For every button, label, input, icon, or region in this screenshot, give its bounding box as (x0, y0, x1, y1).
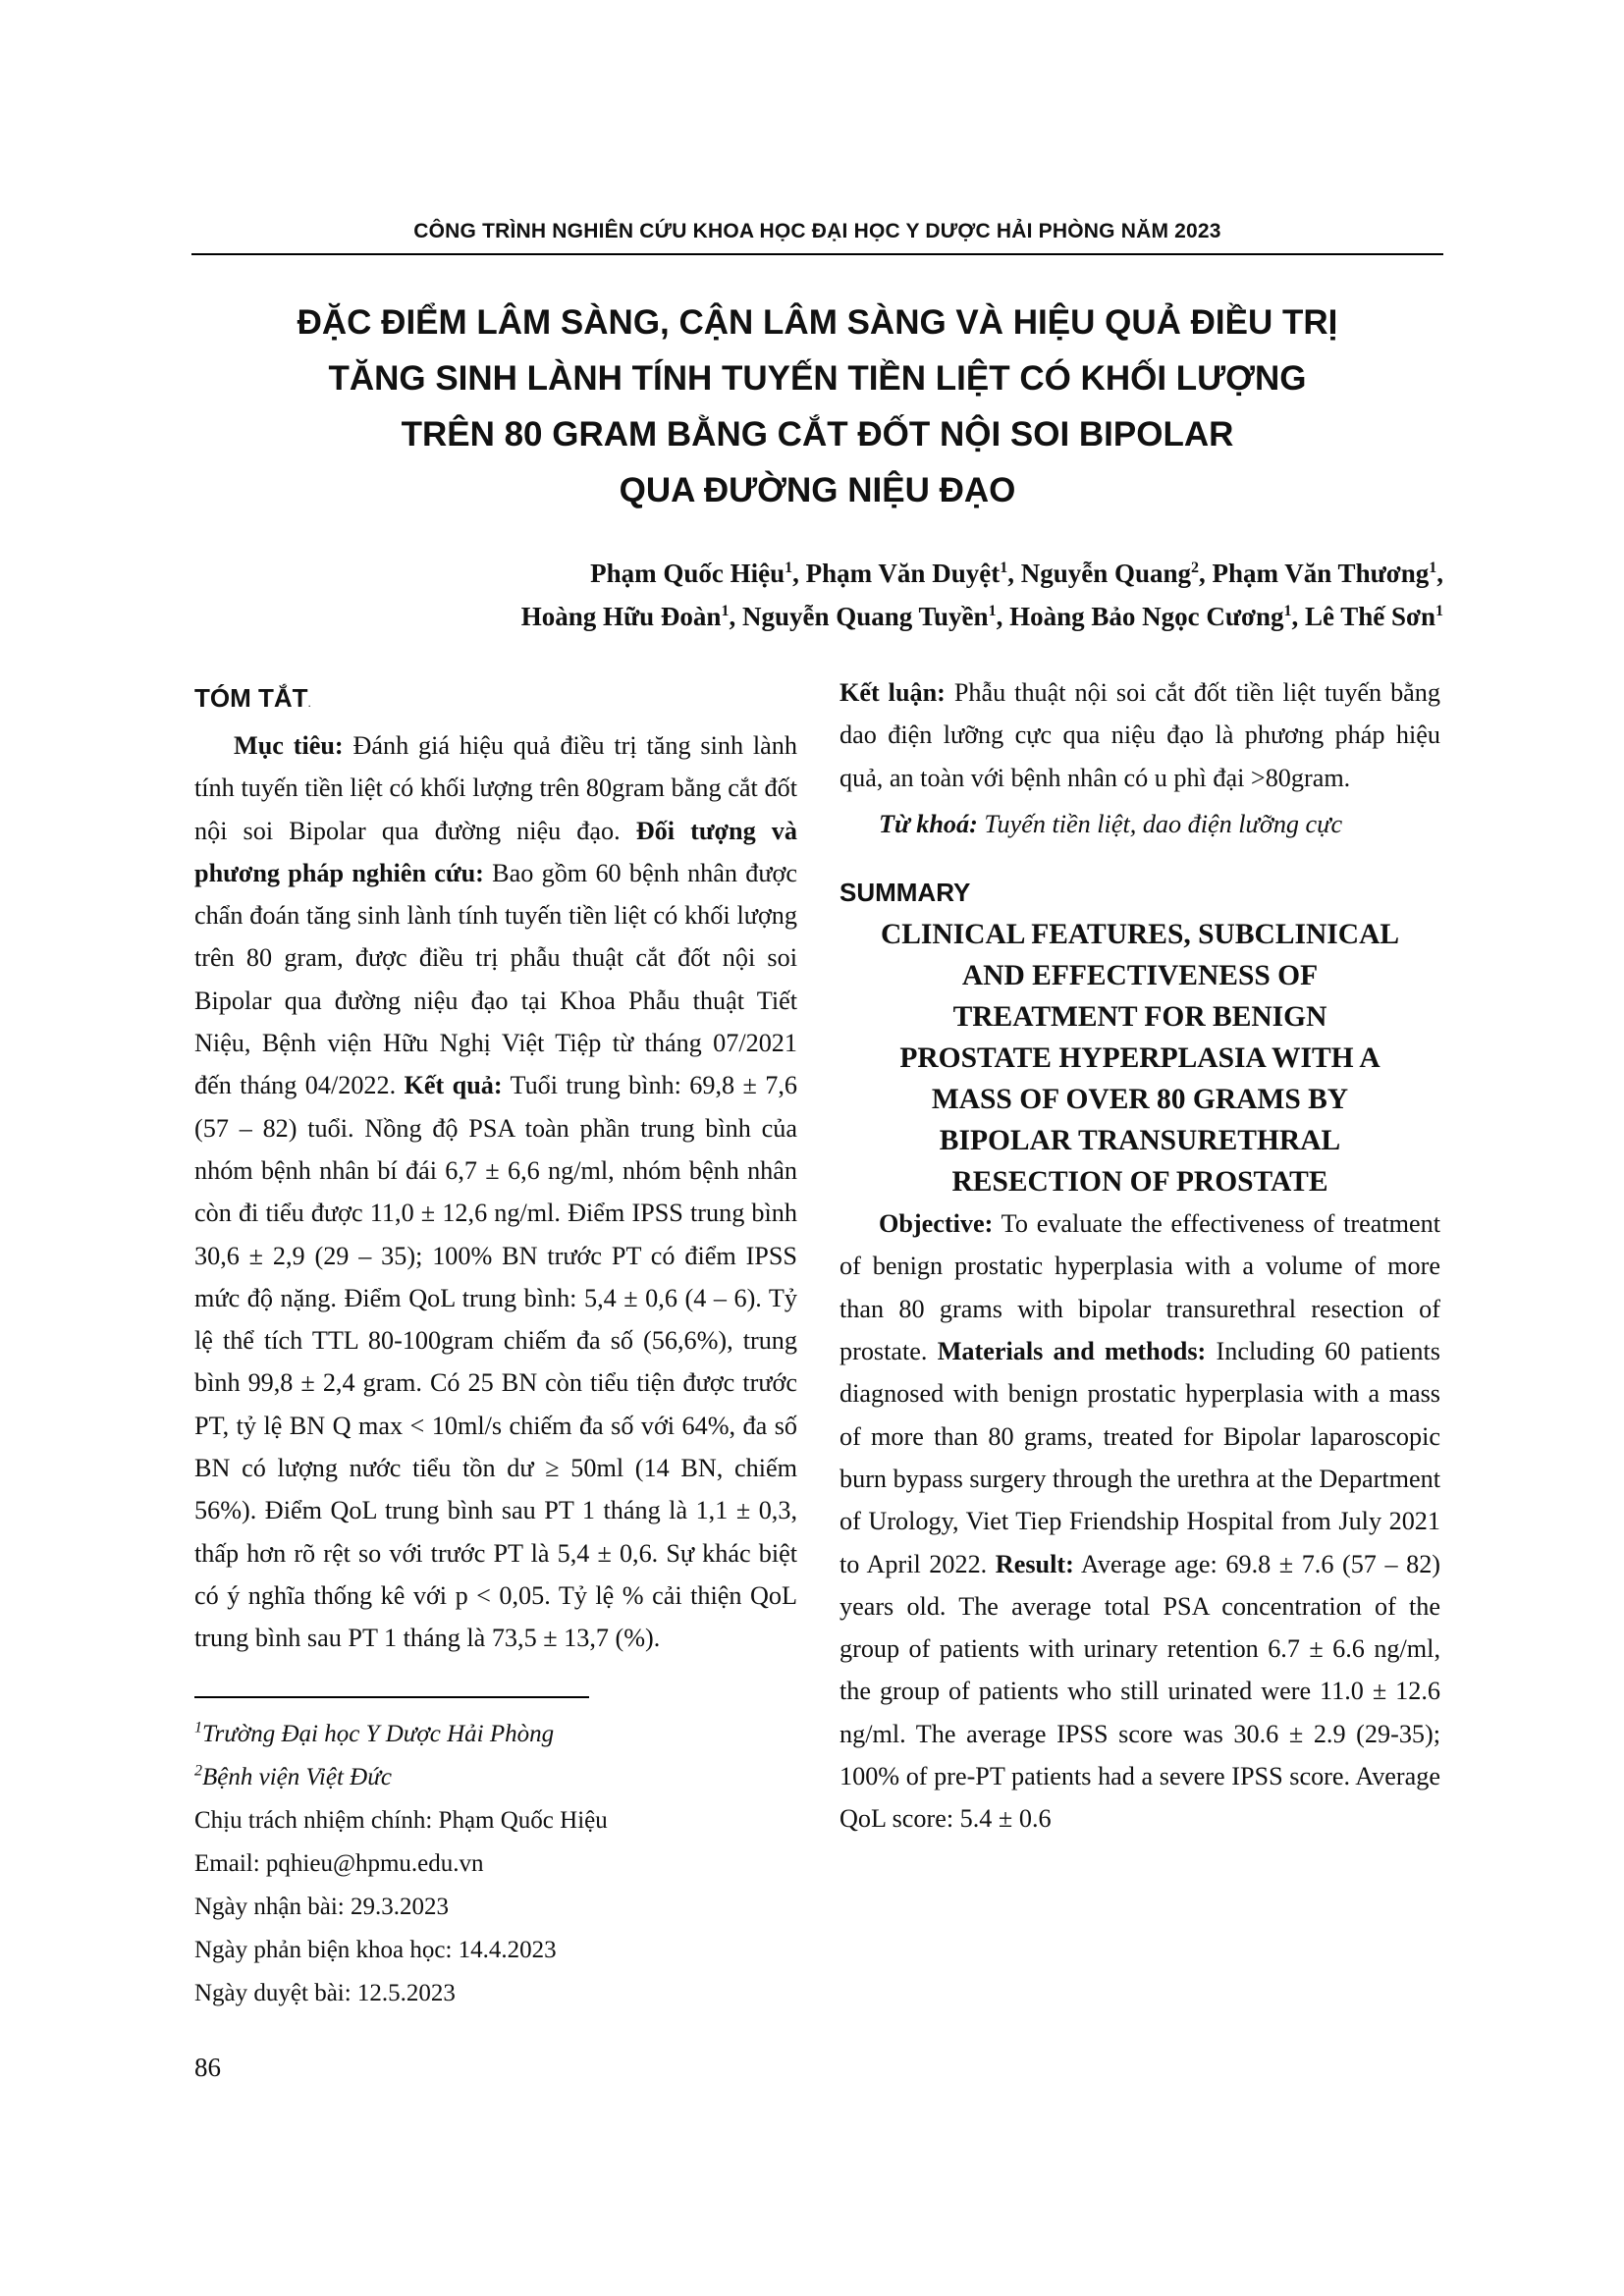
footnote-rule (194, 1696, 589, 1698)
keywords-text: Tuyến tiền liệt, dao điện lưỡng cực (977, 809, 1343, 838)
author-separator: , (1291, 602, 1305, 631)
left-column (194, 672, 797, 1660)
english-title-line: MASS OF OVER 80 GRAMS BY (931, 1084, 1349, 1116)
running-header: CÔNG TRÌNH NGHIÊN CỨU KHOA HỌC ĐẠI HỌC Y DƯỢC HẢI PHÒNG NĂM 2023 (191, 220, 1443, 255)
author-separator: , (1007, 559, 1021, 588)
author-name: Lê Thế Sơn (1305, 602, 1435, 631)
results-text: Tuổi trung bình: 69,8 ± 7,6 (57 – 82) tuổi. Nồng độ PSA toàn phần trung bình của nhóm bệnh nhân bí đái 6,7 ± 6,6 ng/ml, nhóm bệnh nhân còn đi tiểu được 11,0 ± 12,6 ng/ml. Điểm IPSS trung bình 30,6 ± 2,9 (29 – 35); 100% BN trước PT có điểm IPSS mức độ nặng. Điểm QoL trung bình: 5,4 ± 0,6 (4 – 6). Tỷ lệ thể tích TTL 80-100gram chiếm đa số (56,6%), trung bình 99,8 ± 2,4 gram. Có 25 BN còn tiểu tiện được trước PT, tỷ lệ BN Q max < 10ml/s chiếm đa số với 64%, đa số BN có lượng nước tiểu tồn dư ≥ 50ml (14 BN, chiếm 56%). Điểm QoL trung bình sau PT 1 tháng là 1,1 ± 0,3, thấp hơn rõ rệt so với trước PT là 5,4 ± 0,6. Sự khác biệt có ý nghĩa thống kê với p < 0,05. Tỷ lệ % cải thiện QoL trung bình sau PT 1 tháng là 73,5 ± 13,7 (%). (194, 1071, 797, 1653)
title-line: TRÊN 80 GRAM BẰNG CẮT ĐỐT NỘI SOI BIPOLAR (401, 415, 1234, 454)
author-list (191, 552, 1443, 638)
affiliation-sup: 1 (194, 1719, 202, 1736)
keywords-label: Từ khoá: (879, 809, 978, 838)
abstract-heading-text: TÓM TẮT (194, 683, 308, 713)
title-line: TĂNG SINH LÀNH TÍNH TUYẾN TIỀN LIỆT CÓ KHỐI LƯỢNG (328, 359, 1307, 398)
abstract-en-body (839, 1202, 1440, 1840)
en-objective-label: Objective: (879, 1209, 994, 1239)
date-received: Ngày nhận bài: 29.3.2023 (194, 1894, 449, 1920)
english-title-line: CLINICAL FEATURES, SUBCLINICAL (880, 919, 1400, 951)
title-line: ĐẶC ĐIỂM LÂM SÀNG, CẬN LÂM SÀNG VÀ HIỆU QUẢ ĐIỀU TRỊ (297, 303, 1338, 342)
author-separator: , (1199, 559, 1213, 588)
en-methods-text: Including 60 patients diagnosed with benign prostatic hyperplasia with a mass of more than 80 grams, treated for Bipolar laparoscopic burn bypass surgery through the urethra at the Department of Urology, Viet Tiep Friendship Hospital from July 2021 to April 2022. (839, 1337, 1440, 1578)
en-results-label: Result: (995, 1549, 1074, 1578)
right-column (839, 671, 1440, 1841)
author-name: Nguyễn Quang (1020, 559, 1192, 588)
english-title-line: RESECTION OF PROSTATE (951, 1166, 1328, 1199)
date-reviewed: Ngày phản biện khoa học: 14.4.2023 (194, 1937, 557, 1963)
english-title-line: AND EFFECTIVENESS OF (961, 960, 1319, 992)
affiliation-sup: 1 (721, 603, 730, 619)
paper-title (191, 294, 1443, 518)
abstract-vi-body (194, 724, 797, 1660)
affiliation-sup: 2 (194, 1762, 202, 1780)
author-separator: , (792, 559, 806, 588)
objective-label: Mục tiêu: (234, 731, 344, 760)
page-number: 86 (194, 2053, 221, 2082)
english-title-line: TREATMENT FOR BENIGN (952, 1001, 1327, 1034)
author-name: Phạm Văn Thương (1212, 559, 1430, 588)
author-line (191, 595, 1443, 638)
footnotes (194, 1713, 797, 2015)
conclusion-text: Phẫu thuật nội soi cắt đốt tiền liệt tuyến bằng dao điện lưỡng cực qua niệu đạo là phương pháp hiệu quả, an toàn với bệnh nhân có u phì đại >80gram. (839, 678, 1440, 792)
affiliation-sup: 1 (1000, 560, 1008, 576)
en-methods-label: Materials and methods: (937, 1337, 1207, 1366)
author-name: Phạm Văn Duyệt (805, 559, 1001, 588)
author-name: Phạm Quốc Hiệu (590, 559, 785, 588)
summary-heading: SUMMARY (839, 878, 971, 908)
affiliation-1-text: Trường Đại học Y Dược Hải Phòng (202, 1721, 555, 1747)
en-results-text: Average age: 69.8 ± 7.6 (57 – 82) years old. The average total PSA concentration of the group of patients with urinary retention 6.7 ± 6.6 ng/ml, the group of patients who still urinated were 11.0 ± 12.6 ng/ml. The average IPSS score was 30.6 ± 2.9 (29-35); 100% of pre-PT patients had a severe IPSS score. Average QoL score: 5.4 ± 0.6 (839, 1549, 1441, 1834)
affiliation-2-text: Bệnh viện Việt Đức (202, 1764, 392, 1790)
author-name: Nguyễn Quang Tuyền (741, 602, 989, 631)
author-name: Hoàng Bảo Ngọc Cương (1009, 602, 1284, 631)
affiliation-sup: 1 (1429, 560, 1437, 576)
affiliation-sup: 2 (1191, 560, 1200, 576)
affiliation-sup: 1 (988, 603, 997, 619)
english-title-line: BIPOLAR TRANSURETHRAL (939, 1125, 1341, 1157)
abstract-vi-continuation (839, 671, 1440, 799)
methods-label: Đối tượng và phương pháp nghiên cứu: (194, 816, 797, 887)
author-separator: , (729, 602, 742, 631)
english-title-line: PROSTATE HYPERPLASIA WITH A (899, 1042, 1380, 1075)
keywords (839, 803, 1440, 845)
abstract-heading-vi (194, 680, 797, 721)
author-separator: , (1436, 559, 1443, 588)
date-approved: Ngày duyệt bài: 12.5.2023 (194, 1980, 456, 2006)
affiliation-2 (194, 1756, 797, 1799)
author-separator: , (996, 602, 1010, 631)
email: Email: pqhieu@hpmu.edu.vn (194, 1850, 484, 1877)
results-label: Kết quả: (404, 1071, 503, 1100)
affiliation-sup: 1 (1435, 603, 1443, 619)
methods-text: Bao gồm 60 bệnh nhân được chẩn đoán tăng sinh lành tính tuyến tiền liệt có khối lượng trên 80 gram, được điều trị phẫu thuật cắt đốt nội soi Bipolar qua đường niệu đạo tại Khoa Phẫu thuật Tiết Niệu, Bệnh viện Hữu Nghị Việt Tiệp từ tháng 07/2021 đến tháng 04/2022. (194, 858, 797, 1100)
responsible-author: Chịu trách nhiệm chính: Phạm Quốc Hiệu (194, 1807, 608, 1834)
en-objective-text: To evaluate the effectiveness of treatment of benign prostatic hyperplasia with a volume of more than 80 grams with bipolar transurethral resection of prostate. (839, 1209, 1440, 1366)
conclusion-label: Kết luận: (839, 678, 946, 707)
affiliation-sup: 1 (1283, 603, 1292, 619)
title-line: QUA ĐƯỜNG NIỆU ĐẠO (619, 471, 1016, 509)
affiliation-sup: 1 (785, 560, 793, 576)
english-title (839, 914, 1440, 1202)
heading-dot: . (307, 696, 311, 710)
affiliation-1 (194, 1713, 797, 1756)
objective-text: Đánh giá hiệu quả điều trị tăng sinh lành tính tuyến tiền liệt có khối lượng trên 80gram bằng cắt đốt nội soi Bipolar qua đường niệu đạo. (194, 731, 797, 845)
author-line (191, 552, 1443, 595)
author-name: Hoàng Hữu Đoàn (520, 602, 722, 631)
